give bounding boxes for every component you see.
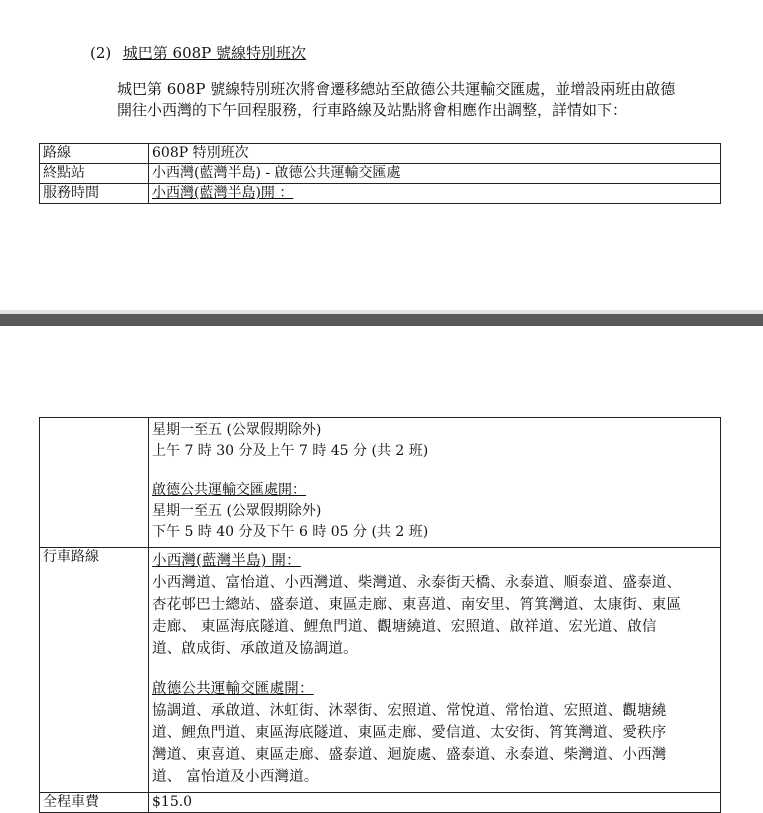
service-time-value [149,184,721,204]
section-heading [90,43,306,63]
route-line: 小西灣道、富怡道、小西灣道、柴灣道、永泰街天橋、永泰道、順泰道、盛泰道、 [152,575,682,591]
table-row [40,144,721,164]
route-line: 灣道、東喜道、東區走廊、盛泰道、迴旋處、盛泰道、永泰道、柴灣道、小西灣 [152,747,667,763]
route-line: 道、啟成街、承啟道及協調道。 [152,641,358,657]
route-label: 路線 [40,144,149,164]
terminus-label: 終點站 [40,164,149,184]
schedule-line: 星期一至五 (公眾假期除外) [152,422,322,438]
section-title: 城巴第 608P 號線特別班次 [122,44,307,62]
route-label: 行車路線 [40,548,149,793]
route-line: 道、 富怡道及小西灣道。 [152,769,319,785]
table-row [40,184,721,204]
route-line: 走廊、 東區海底隧道、鯉魚門道、觀塘繞道、宏照道、啟祥道、宏光道、啟信 [152,619,657,635]
route-heading: 小西灣(藍灣半島) 開： [152,553,301,569]
schedule-line: 下午 5 時 40 分及下午 6 時 05 分 (共 2 班) [152,524,429,540]
route-detail-table [39,417,721,813]
service-time-label: 服務時間 [40,184,149,204]
section-number: (2) [90,44,112,62]
route-value: 608P 特別班次 [149,144,721,164]
service-time-continued-label [40,418,149,548]
service-time-origin: 小西灣(藍灣半島)開 ： [152,185,294,201]
intro-line: 開往小西灣的下午回程服務，行車路線及站點將會相應作出調整，詳情如下： [117,101,628,119]
table-row [40,793,721,813]
route-line: 協調道、承啟道、沐虹街、沐翠街、宏照道、常悅道、常怡道、宏照道、觀塘繞 [152,703,667,719]
spacer [152,660,717,678]
intro-line: 城巴第 608P 號線特別班次將會遷移總站至啟德公共運輸交匯處，並增設兩班由啟德 [117,80,676,98]
route-line: 道、鯉魚門道、東區海底隧道、東區走廊、愛信道、太安街、筲箕灣道、愛秩序 [152,725,667,741]
service-time-details [149,418,721,548]
schedule-line: 上午 7 時 30 分及上午 7 時 45 分 (共 2 班) [152,443,429,459]
fare-label: 全程車費 [40,793,149,813]
route-summary-table [39,143,721,204]
schedule-line: 星期一至五 (公眾假期除外) [152,503,322,519]
schedule-line [152,462,717,480]
schedule-heading: 啟德公共運輸交匯處開： [152,482,306,498]
page-separator [0,314,763,326]
table-row [40,164,721,184]
route-heading: 啟德公共運輸交匯處開： [152,681,314,697]
document-page-2 [0,326,763,810]
route-details [149,548,721,793]
fare-value: $15.0 [149,793,721,813]
route-line: 杏花邨巴士總站、盛泰道、東區走廊、東喜道、南安里、筲箕灣道、太康街、東區 [152,597,682,613]
intro-paragraph [117,79,717,121]
table-row [40,548,721,793]
terminus-value: 小西灣(藍灣半島) - 啟德公共運輸交匯處 [149,164,721,184]
document-page-1 [0,0,763,310]
table-row [40,418,721,548]
